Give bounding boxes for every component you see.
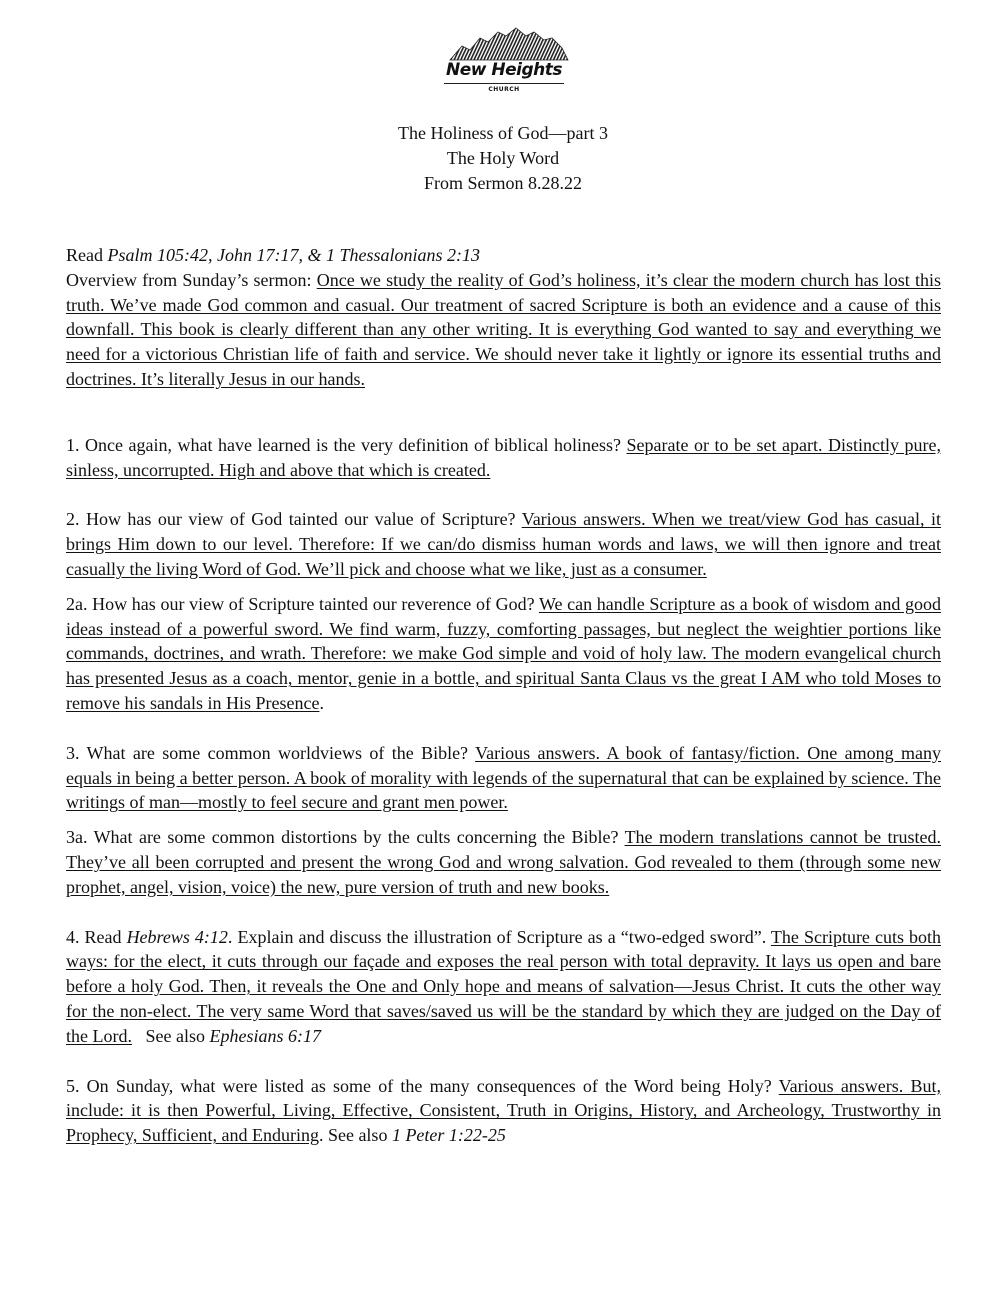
question-3a: [66, 825, 941, 899]
question-2: [66, 507, 941, 581]
sermon-date: From Sermon 8.28.22: [423, 173, 582, 193]
question-2a-answer: We can handle Scripture as a book of wisdom and good ideas instead of a powerful sword. We find warm, fuzzy, comforting passages, but neglect the weightier portions like commands, doctrines, and wrath. Therefore: we make God simple and void of holy law. The modern evangelical church has presented Jesus as a coach, mentor, genie in a bottle, and spiritual Santa Claus vs the great I AM who told Moses to remove his sandals in His Presence: [66, 593, 941, 713]
logo-wordmark: New Heights: [446, 60, 562, 80]
read-references: Psalm 105:42, John 17:17, & 1 Thessalonians 2:13: [107, 245, 480, 265]
question-1: [66, 433, 941, 483]
question-1-answer: Separate or to be set apart. Distinctly pure, sinless, uncorrupted. High and above that which is created.: [66, 434, 941, 480]
title-block: [0, 121, 1000, 196]
question-5-see-reference: 1 Peter 1:22-25: [391, 1125, 506, 1146]
mountain-logo-icon: [436, 26, 572, 62]
read-label: Read: [66, 245, 108, 265]
overview-text: Once we study the reality of God’s holiness, it’s clear the modern church has lost this truth. We’ve made God common and casual. Our treatment of sacred Scripture is both an evidence and a cause of this downfall. This book is clearly different than any other writing. It is everything God wanted to say and everything we need for a victorious Christian life of faith and service. We should never take it lightly or ignore its essential truths and doctrines. It’s literally Jesus in our hands.: [66, 269, 941, 389]
document-subtitle: The Holy Word: [446, 148, 560, 168]
question-3: [66, 741, 941, 815]
question-4-prompt: . Explain and discuss the illustration of Scripture as a “two-edged sword”.: [227, 926, 771, 947]
question-2a-end: .: [319, 692, 324, 713]
question-2a: [66, 592, 941, 716]
question-2-answer: Various answers. When we treat/view God has casual, it brings Him down to our level. Therefore: If we can/do dismiss human words and laws, we will then ignore and treat casually the living Word of God. We’ll pick and choose what we like, just as a consumer.: [66, 509, 941, 579]
question-4-pre: 4. Read: [66, 926, 127, 947]
logo-subtitle: CHURCH: [488, 86, 520, 93]
question-3-prompt: 3. What are some common worldviews of the Bible?: [66, 742, 476, 763]
document-title: The Holiness of God—part 3: [398, 123, 608, 143]
question-5-see-also: . See also: [318, 1125, 392, 1146]
question-4-answer: The Scripture cuts both ways: for the elect, it cuts through our façade and exposes the real person with total depravity. It lays us open and bare before a holy God. Then, it reveals the One and Only hope and means of salvation—Jesus Christ. It cuts the other way for the non-elect. The very same Word that saves/saved us will be the standard by which they are judged on the Day of the Lord.: [66, 926, 941, 1046]
question-3a-prompt: 3a. What are some common distortions by the cults concerning the Bible?: [66, 827, 625, 848]
overview-label: Overview from Sunday’s sermon:: [66, 269, 317, 290]
overview-paragraph: [66, 268, 941, 392]
question-5-prompt: 5. On Sunday, what were listed as some of the many consequences of the Word being Holy?: [66, 1075, 779, 1096]
read-line: [66, 243, 941, 268]
study-content: [66, 243, 941, 1148]
question-5: [66, 1074, 941, 1148]
question-5-answer: Various answers. But, include: it is then Powerful, Living, Effective, Consistent, Truth in Origins, History, and Archeology, Trustworthy in Prophecy, Sufficient, and Enduring: [66, 1075, 941, 1146]
logo-divider: [444, 83, 564, 84]
church-logo: [436, 26, 572, 98]
question-4-see-reference: Ephesians 6:17: [209, 1025, 321, 1046]
question-4-see-also: See also: [131, 1025, 210, 1046]
question-3-answer: Various answers. A book of fantasy/fiction. One among many equals in being a better person. A book of morality with legends of the supernatural that can be explained by science. The writings of man—mostly to feel secure and grant men power.: [66, 742, 942, 813]
question-4-reference: Hebrews 4:12: [126, 926, 228, 947]
question-3a-answer: The modern translations cannot be trusted. They’ve all been corrupted and present the wrong God and wrong salvation. God revealed to them (through some new prophet, angel, vision, voice) the new, pure version of truth and new books.: [66, 827, 941, 897]
question-4: [66, 925, 941, 1049]
question-2a-prompt: 2a. How has our view of Scripture tainted our reverence of God?: [66, 593, 539, 614]
question-2-prompt: 2. How has our view of God tainted our value of Scripture?: [66, 509, 522, 530]
question-1-prompt: 1. Once again, what have learned is the very definition of biblical holiness?: [66, 434, 627, 455]
